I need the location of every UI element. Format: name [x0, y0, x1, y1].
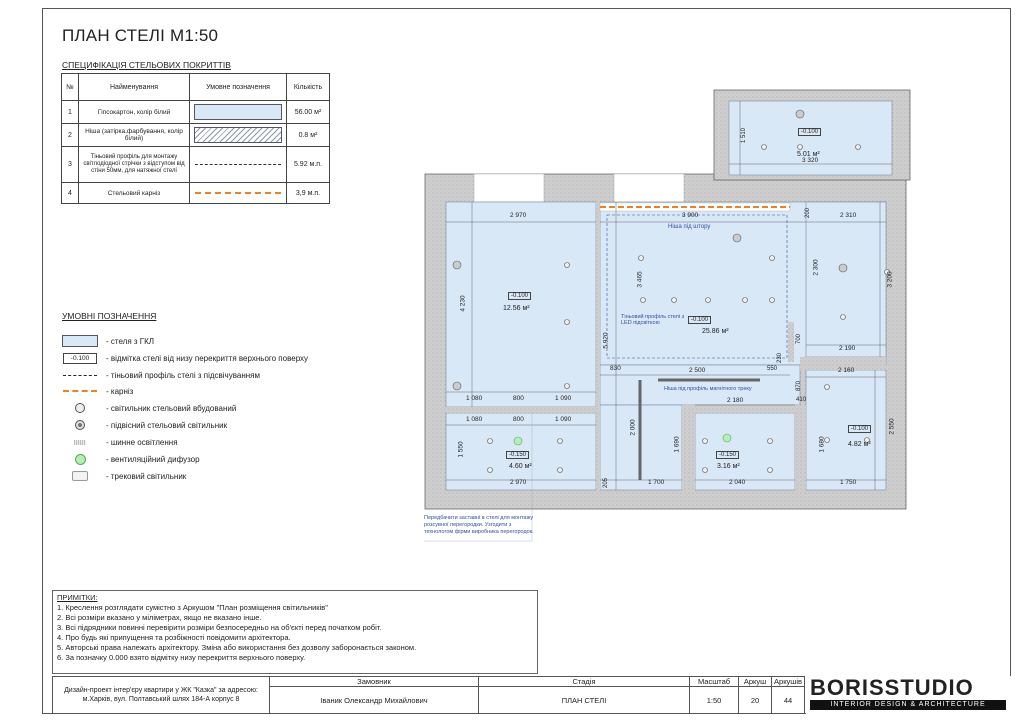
dim-label: 1 080	[466, 416, 483, 423]
legend-title: УМОВНІ ПОЗНАЧЕННЯ	[62, 311, 157, 321]
logo-text: BORISSTUDIO	[810, 675, 974, 700]
project-title: Дизайн-проект інтер'єру квартири у ЖК "Казка" за адресою: м.Харків, вул. Полтавський шлях 184-А корпус 8	[53, 677, 270, 714]
level-tag: -0.150	[506, 451, 529, 459]
spec-header-symbol: Умовне позначення	[190, 74, 287, 101]
dim-label: 1 090	[555, 395, 572, 402]
level-tag: -0.100	[63, 353, 97, 364]
note-line: 1. Креслення розглядати сумістно з Аркушом "План розміщення світильників"	[57, 603, 328, 612]
area-label: 3.16 м²	[717, 463, 740, 470]
spec-row-qty: 0.8 м²	[287, 124, 330, 147]
spec-title: СПЕЦИФІКАЦІЯ СТЕЛЬОВИХ ПОКРИТТІВ	[62, 60, 231, 70]
dim-label: 2 550	[888, 418, 896, 435]
dim-label: 870	[796, 380, 803, 392]
legend-label: - шинне освітлення	[106, 437, 178, 447]
level-tag: -0.100	[798, 128, 821, 136]
note-line: 4. Про будь які припущення та розбіжності повідомити архітектора.	[57, 633, 291, 642]
note-line: 6. За позначку 0.000 взято відмітку низу перекриття верхнього поверху.	[57, 653, 306, 662]
interior-wall	[682, 405, 695, 490]
dim-label: 230	[777, 352, 784, 364]
area-label: 25.86 м²	[702, 328, 729, 335]
stage-header: Стадія	[479, 677, 690, 687]
spec-row-name: Ніша (затірка,фарбування, колір білий)	[79, 124, 190, 147]
spec-row-n: 1	[62, 101, 79, 124]
level-tag: -0.150	[716, 451, 739, 459]
dim-label: 4 230	[459, 295, 467, 312]
spec-row-qty: 56.00 м²	[287, 101, 330, 124]
legend-label: - карніз	[106, 386, 134, 396]
dim-label: 2 180	[727, 397, 744, 404]
spec-row-name: Гіпсокартон, колір білий	[79, 101, 190, 124]
spec-row-qty: 3,9 м.п.	[287, 183, 330, 204]
dim-label: 3 320	[802, 157, 819, 164]
spec-row-n: 2	[62, 124, 79, 147]
spec-row-name: Тіньовий профіль для монтажу світлодіодної стрічки з відступом від стіни 50мм, для натяжної стелі	[79, 147, 190, 183]
dim-label: 2 190	[839, 345, 856, 352]
title-block	[52, 676, 805, 714]
legend-label: - світильник стельовий вбудований	[106, 403, 237, 413]
dim-label: 830	[610, 365, 621, 372]
area-label: 5.01 м²	[797, 151, 820, 158]
legend-label: - вентиляційний дифузор	[106, 454, 200, 464]
dim-label: 2 300	[812, 259, 820, 276]
client-header: Замовник	[270, 677, 479, 687]
dim-label: 1 750	[840, 479, 857, 486]
sheet-header: Аркуш	[739, 677, 772, 687]
spec-header-qty: Кількість	[287, 74, 330, 101]
level-tag: -0.100	[508, 292, 531, 300]
level-tag: -0.100	[848, 425, 871, 433]
legend-label: - трековий світильник	[106, 471, 187, 481]
profile-note: Тіньовий профіль стелі з LED підсвіткою	[621, 314, 685, 326]
notes-box	[52, 590, 538, 674]
spec-header-n: №	[62, 74, 79, 101]
note-line: 3. Всі підрядники повинні перевірити розміри безпосередньо на об'єкті перед початком робіт.	[57, 623, 382, 632]
client-value: Іваник Олександр Михайлович	[270, 687, 479, 714]
logo-subtitle: INTERIOR DESIGN & ARCHITECTURE	[810, 700, 1006, 710]
dim-label: 410	[796, 397, 807, 403]
spec-row-name: Стельовий карніз	[79, 183, 190, 204]
track-label: Ніша під профіль магнітного треку	[664, 386, 752, 392]
dim-label: 550	[767, 366, 778, 372]
sheets-value: 44	[772, 687, 805, 714]
scale-header: Масштаб	[690, 677, 739, 687]
dim-label: 2 970	[510, 479, 527, 486]
dim-label: 1 700	[648, 479, 665, 486]
dim-label: 800	[513, 416, 524, 423]
area-label: 12.56 м²	[503, 305, 530, 312]
dim-label: 2 000	[629, 419, 637, 436]
spec-row-n: 3	[62, 147, 79, 183]
studio-logo	[806, 676, 1011, 714]
niche-label: Ніша під штору	[668, 224, 711, 230]
interior-wall	[596, 202, 600, 490]
interior-wall	[446, 407, 596, 413]
notes-title: ПРИМІТКИ:	[57, 593, 98, 602]
dim-label: 800	[513, 395, 524, 402]
dim-label: 2 160	[838, 367, 855, 374]
partition-note: Передбачити заставні в стелі для монтажу розсувної перегородки. Узгодити з технологом фірми виробника перегородок.	[424, 515, 534, 535]
legend-label: - підвісний стельовий світильник	[106, 420, 228, 430]
spec-row-n: 4	[62, 183, 79, 204]
dim-balcony-height: 1 510	[741, 127, 747, 143]
interior-wall	[795, 405, 806, 490]
dim-label: 5 920	[602, 332, 610, 349]
area-label: 4.82 м²	[848, 441, 871, 448]
legend-label: - відмітка стелі від низу перекриття верхнього поверху	[106, 353, 309, 363]
dim-label: 2 970	[510, 212, 527, 219]
interior-wall	[788, 322, 794, 362]
spec-row-qty: 5.92 м.п.	[287, 147, 330, 183]
interior-wall	[695, 405, 795, 413]
dim-label: 205	[603, 477, 610, 489]
room-br-ceiling	[806, 370, 886, 490]
dim-label: 1 690	[673, 436, 681, 453]
dim-label: 1 550	[457, 441, 465, 458]
area-label: 4.60 м²	[509, 463, 532, 470]
page-title: ПЛАН СТЕЛІ М1:50	[62, 26, 219, 45]
stage-value: ПЛАН СТЕЛІ	[479, 687, 690, 714]
dim-label: 200	[805, 207, 812, 219]
room-right-top-ceiling	[806, 202, 886, 357]
dim-label: 2 500	[689, 367, 706, 374]
legend-label: - стеля з ГКЛ	[106, 336, 154, 346]
spec-header-name: Найменування	[79, 74, 190, 101]
dim-label: 2 040	[729, 479, 746, 486]
sheet-value: 20	[739, 687, 772, 714]
window-left	[474, 174, 544, 202]
window-right	[614, 174, 684, 202]
note-line: 5. Авторські права належать архітектору. Зміна або використання без дозволу заборонається законом.	[57, 643, 417, 652]
note-line: 2. Всі розміри вказано у міліметрах, якщо не вказано інше.	[57, 613, 262, 622]
legend-label: - тіньовий профіль стелі з підсвічуванням	[106, 370, 260, 380]
level-tag: -0.100	[688, 316, 711, 324]
dim-label: 3 465	[636, 271, 644, 288]
dim-label: 700	[796, 333, 803, 345]
dim-label: 3 900	[682, 212, 699, 219]
dim-label: 1 080	[466, 395, 483, 402]
dim-label: 1 090	[555, 416, 572, 423]
dim-label: 3 200	[886, 271, 894, 288]
scale-value: 1:50	[690, 687, 739, 714]
dim-label: 2 310	[840, 212, 857, 219]
sheets-header: Аркушів	[772, 677, 805, 687]
dim-label: 1 680	[818, 436, 826, 453]
